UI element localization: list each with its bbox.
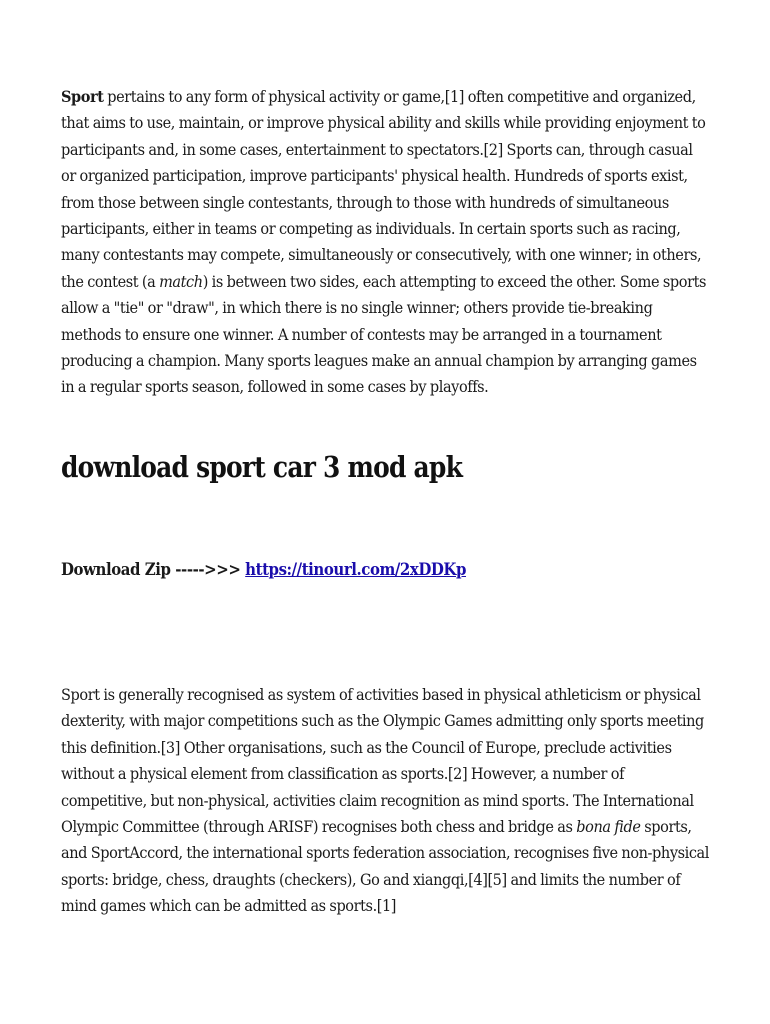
lead-word: Sport bbox=[61, 87, 104, 106]
download-link[interactable]: https://tinourl.com/2xDDKp bbox=[245, 560, 466, 580]
download-line bbox=[61, 560, 466, 580]
second-paragraph bbox=[61, 682, 711, 920]
page-heading: download sport car 3 mod apk bbox=[61, 450, 463, 484]
intro-text-part-2: ) is between two sides, each attempting to exceed the other. Some sports allow a "tie" or "draw", in which there is no single winner; others provide tie-breaking methods to ensure one winner. A number of contests may be arranged in a tournament producing a champion. Many sports leagues make an annual champion by arranging games in a regular sports season, followed in some cases by playoffs. bbox=[61, 272, 707, 397]
download-label: Download Zip ----->>> bbox=[61, 560, 246, 580]
second-text-part-2: sports, and SportAccord, the international sports federation association, recognises five non-physical sports: bridge, chess, draughts (checkers), Go and xiangqi,[4][5] and limits the number of mind games which can be admitted as sports.[1] bbox=[61, 818, 710, 916]
intro-text-part-1: pertains to any form of physical activity or game,[1] often competitive and organized, that aims to use, maintain, or improve physical ability and skills while providing enjoyment to participants and, in some cases, entertainment to spectators.[2] Sports can, through casual or organized participation, improve participants' physical health. Hundreds of sports exist, from those between single contestants, through to those with hundreds of simultaneous participants, either in teams or competing as individuals. In certain sports such as racing, many contestants may compete, simultaneously or consecutively, with one winner; in others, the contest (a bbox=[61, 88, 706, 291]
second-italic-phrase: bona fide bbox=[576, 818, 641, 837]
second-text-part-1: Sport is generally recognised as system of activities based in physical athleticism or physical dexterity, with major competitions such as the Olympic Games admitting only sports meeting this definition.[3] Other organisations, such as the Council of Europe, preclude activities without a physical element from classification as sports.[2] However, a number of competitive, but non-physical, activities claim recognition as mind sports. The International Olympic Committee (through ARISF) recognises both chess and bridge as bbox=[61, 686, 704, 837]
intro-italic-word: match bbox=[159, 272, 203, 291]
intro-paragraph bbox=[61, 84, 711, 401]
